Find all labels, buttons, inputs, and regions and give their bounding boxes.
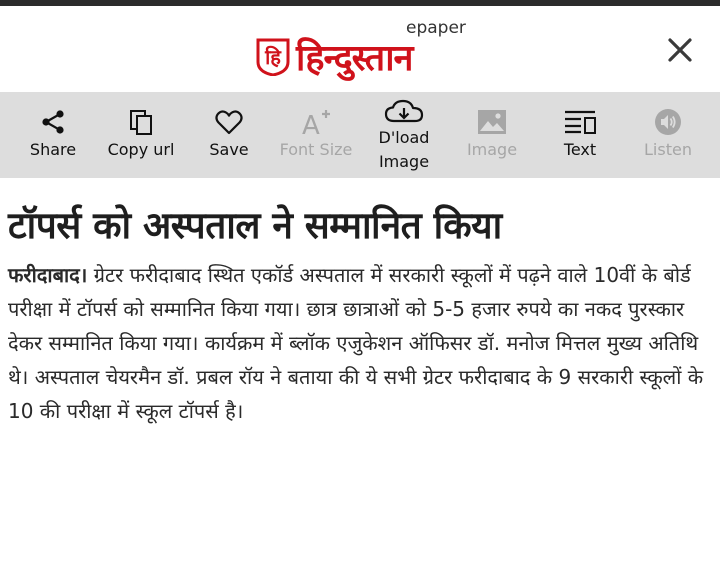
share-icon — [40, 109, 66, 135]
share-label: Share — [29, 140, 77, 159]
logo-badge-icon — [256, 36, 290, 76]
text-button[interactable] — [536, 92, 624, 178]
text-label: Text — [563, 140, 597, 159]
image-label: Image — [466, 140, 518, 159]
speaker-icon — [654, 108, 682, 136]
text-icon — [564, 110, 596, 134]
download-image-button[interactable] — [360, 92, 448, 178]
copy-url-button[interactable] — [97, 92, 185, 178]
save-label: Save — [209, 140, 249, 159]
copy-icon — [128, 109, 154, 135]
article-body — [8, 258, 708, 428]
logo-tagline: epaper — [406, 18, 466, 38]
article-headline: टॉपर्स को अस्पताल ने सम्मानित किया — [8, 204, 502, 247]
hindustan-logo[interactable] — [256, 18, 471, 82]
cloud-download-icon — [384, 99, 424, 125]
toolbar — [0, 92, 720, 178]
share-button[interactable] — [9, 92, 97, 178]
font-size-icon — [301, 108, 331, 136]
save-button[interactable] — [185, 92, 273, 178]
font-size-button[interactable] — [272, 92, 360, 178]
image-button[interactable] — [448, 92, 536, 178]
download-image-label: D'load Image — [378, 128, 430, 171]
close-icon — [667, 37, 693, 63]
header-bar — [0, 6, 720, 92]
copy-url-label: Copy url — [107, 140, 175, 159]
heart-icon — [215, 109, 243, 135]
listen-label: Listen — [644, 140, 692, 159]
font-size-label: Font Size — [279, 140, 353, 159]
logo-wordmark: हिन्दुस्तान — [296, 38, 413, 79]
article-body-text: ग्रेटर फरीदाबाद स्थित एकॉर्ड अस्पताल में सरकारी स्कूलों में पढ़ने वाले 10वीं के बोर्ड परीक्षा में टॉपर्स को सम्मानित किया गया। छात्र छात्राओं को 5-5 हजार रुपये का नकद पुरस्कार देकर सम्मानित किया गया। कार्यक्रम में ब्लॉक एजुकेशन ऑफिसर डॉ. मनोज मित्तल मुख्य अतिथि थे। अस्पताल चेयरमैन डॉ. प्रबल रॉय ने बताया की ये सभी ग्रेटर फरीदाबाद के 9 सरकारी स्कूलों के 10 की परीक्षा में स्कूल टॉपर्स है। — [8, 263, 704, 423]
article-clip — [0, 178, 720, 586]
listen-button[interactable] — [624, 92, 712, 178]
image-icon — [477, 109, 507, 135]
article-dateline: फरीदाबाद। — [8, 263, 88, 287]
svg-text:A: A — [302, 111, 320, 136]
svg-text:हि: हि — [265, 45, 281, 69]
close-button[interactable] — [660, 30, 700, 70]
